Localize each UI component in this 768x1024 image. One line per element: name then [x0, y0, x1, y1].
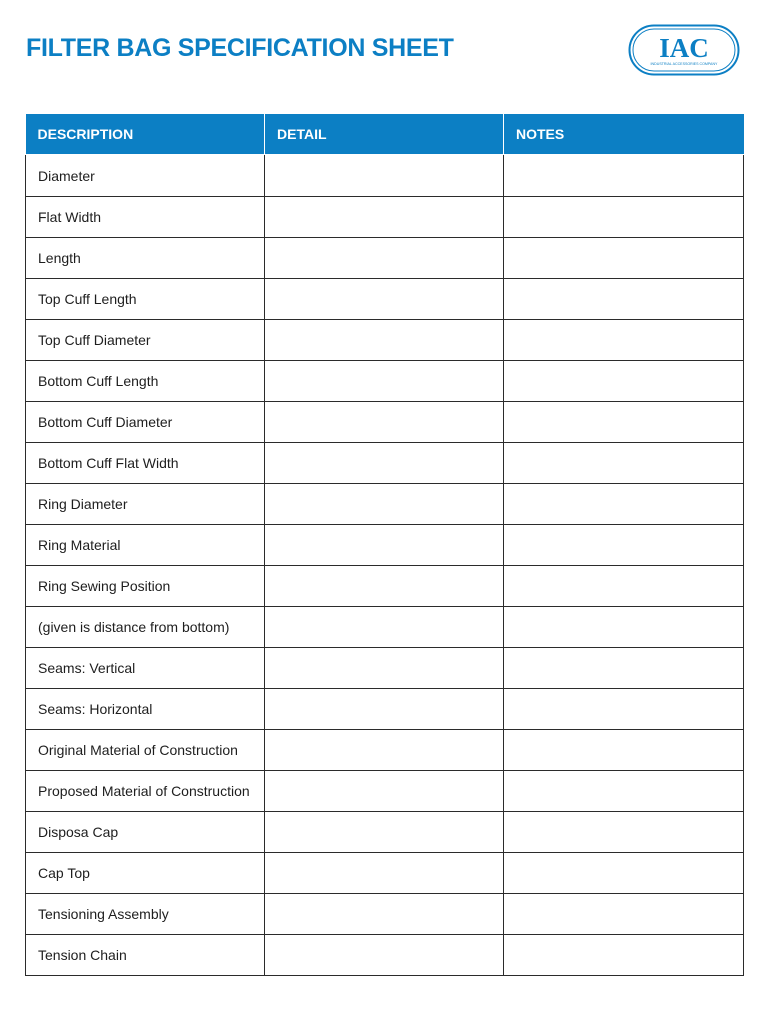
- detail-cell[interactable]: [265, 566, 504, 607]
- table-row: [26, 320, 744, 361]
- description-cell: Proposed Material of Construction: [26, 771, 265, 812]
- table-row: [26, 935, 744, 976]
- description-cell: Original Material of Construction: [26, 730, 265, 771]
- notes-cell[interactable]: [504, 812, 744, 853]
- description-cell: Length: [26, 238, 265, 279]
- notes-cell[interactable]: [504, 155, 744, 197]
- notes-cell[interactable]: [504, 771, 744, 812]
- table-row: [26, 361, 744, 402]
- notes-cell[interactable]: [504, 648, 744, 689]
- notes-cell[interactable]: [504, 935, 744, 976]
- detail-cell[interactable]: [265, 853, 504, 894]
- table-row: [26, 443, 744, 484]
- description-cell: Top Cuff Diameter: [26, 320, 265, 361]
- table-row: [26, 525, 744, 566]
- column-header-notes: NOTES: [504, 114, 744, 155]
- notes-cell[interactable]: [504, 279, 744, 320]
- detail-cell[interactable]: [265, 238, 504, 279]
- table-row: [26, 689, 744, 730]
- notes-cell[interactable]: [504, 853, 744, 894]
- table-row: [26, 238, 744, 279]
- notes-cell[interactable]: [504, 894, 744, 935]
- description-cell: Bottom Cuff Length: [26, 361, 265, 402]
- detail-cell[interactable]: [265, 730, 504, 771]
- table-header-row: [26, 114, 744, 155]
- detail-cell[interactable]: [265, 812, 504, 853]
- detail-cell[interactable]: [265, 689, 504, 730]
- table-row: [26, 648, 744, 689]
- description-cell: Tensioning Assembly: [26, 894, 265, 935]
- detail-cell[interactable]: [265, 525, 504, 566]
- iac-logo: [628, 24, 740, 76]
- column-header-detail: DETAIL: [265, 114, 504, 155]
- notes-cell[interactable]: [504, 361, 744, 402]
- logo-subtext: INDUSTRIAL ACCESSORIES COMPANY: [650, 62, 718, 66]
- notes-cell[interactable]: [504, 566, 744, 607]
- description-cell: Seams: Vertical: [26, 648, 265, 689]
- column-header-description: DESCRIPTION: [26, 114, 265, 155]
- detail-cell[interactable]: [265, 402, 504, 443]
- detail-cell[interactable]: [265, 155, 504, 197]
- description-cell: Bottom Cuff Flat Width: [26, 443, 265, 484]
- table-row: [26, 566, 744, 607]
- notes-cell[interactable]: [504, 238, 744, 279]
- description-cell: Bottom Cuff Diameter: [26, 402, 265, 443]
- table-row: [26, 607, 744, 648]
- specification-table: [25, 114, 744, 976]
- notes-cell[interactable]: [504, 402, 744, 443]
- notes-cell[interactable]: [504, 320, 744, 361]
- notes-cell[interactable]: [504, 607, 744, 648]
- detail-cell[interactable]: [265, 484, 504, 525]
- table-row: [26, 155, 744, 197]
- detail-cell[interactable]: [265, 320, 504, 361]
- table-body: [26, 155, 744, 976]
- detail-cell[interactable]: [265, 894, 504, 935]
- table-row: [26, 402, 744, 443]
- description-cell: Ring Diameter: [26, 484, 265, 525]
- notes-cell[interactable]: [504, 484, 744, 525]
- description-cell: Flat Width: [26, 197, 265, 238]
- detail-cell[interactable]: [265, 648, 504, 689]
- notes-cell[interactable]: [504, 525, 744, 566]
- table-row: [26, 279, 744, 320]
- detail-cell[interactable]: [265, 361, 504, 402]
- detail-cell[interactable]: [265, 607, 504, 648]
- description-cell: Ring Material: [26, 525, 265, 566]
- notes-cell[interactable]: [504, 197, 744, 238]
- detail-cell[interactable]: [265, 443, 504, 484]
- detail-cell[interactable]: [265, 771, 504, 812]
- table-row: [26, 484, 744, 525]
- page-title: FILTER BAG SPECIFICATION SHEET: [26, 34, 454, 62]
- detail-cell[interactable]: [265, 197, 504, 238]
- logo-text: IAC: [659, 33, 709, 63]
- description-cell: Cap Top: [26, 853, 265, 894]
- detail-cell[interactable]: [265, 279, 504, 320]
- notes-cell[interactable]: [504, 689, 744, 730]
- table-row: [26, 730, 744, 771]
- table-row: [26, 771, 744, 812]
- description-cell: Tension Chain: [26, 935, 265, 976]
- description-cell: Top Cuff Length: [26, 279, 265, 320]
- description-cell: Ring Sewing Position: [26, 566, 265, 607]
- description-cell: Seams: Horizontal: [26, 689, 265, 730]
- detail-cell[interactable]: [265, 935, 504, 976]
- description-cell: (given is distance from bottom): [26, 607, 265, 648]
- description-cell: Diameter: [26, 155, 265, 197]
- table-row: [26, 197, 744, 238]
- notes-cell[interactable]: [504, 730, 744, 771]
- notes-cell[interactable]: [504, 443, 744, 484]
- description-cell: Disposa Cap: [26, 812, 265, 853]
- table-row: [26, 853, 744, 894]
- table-row: [26, 894, 744, 935]
- table-row: [26, 812, 744, 853]
